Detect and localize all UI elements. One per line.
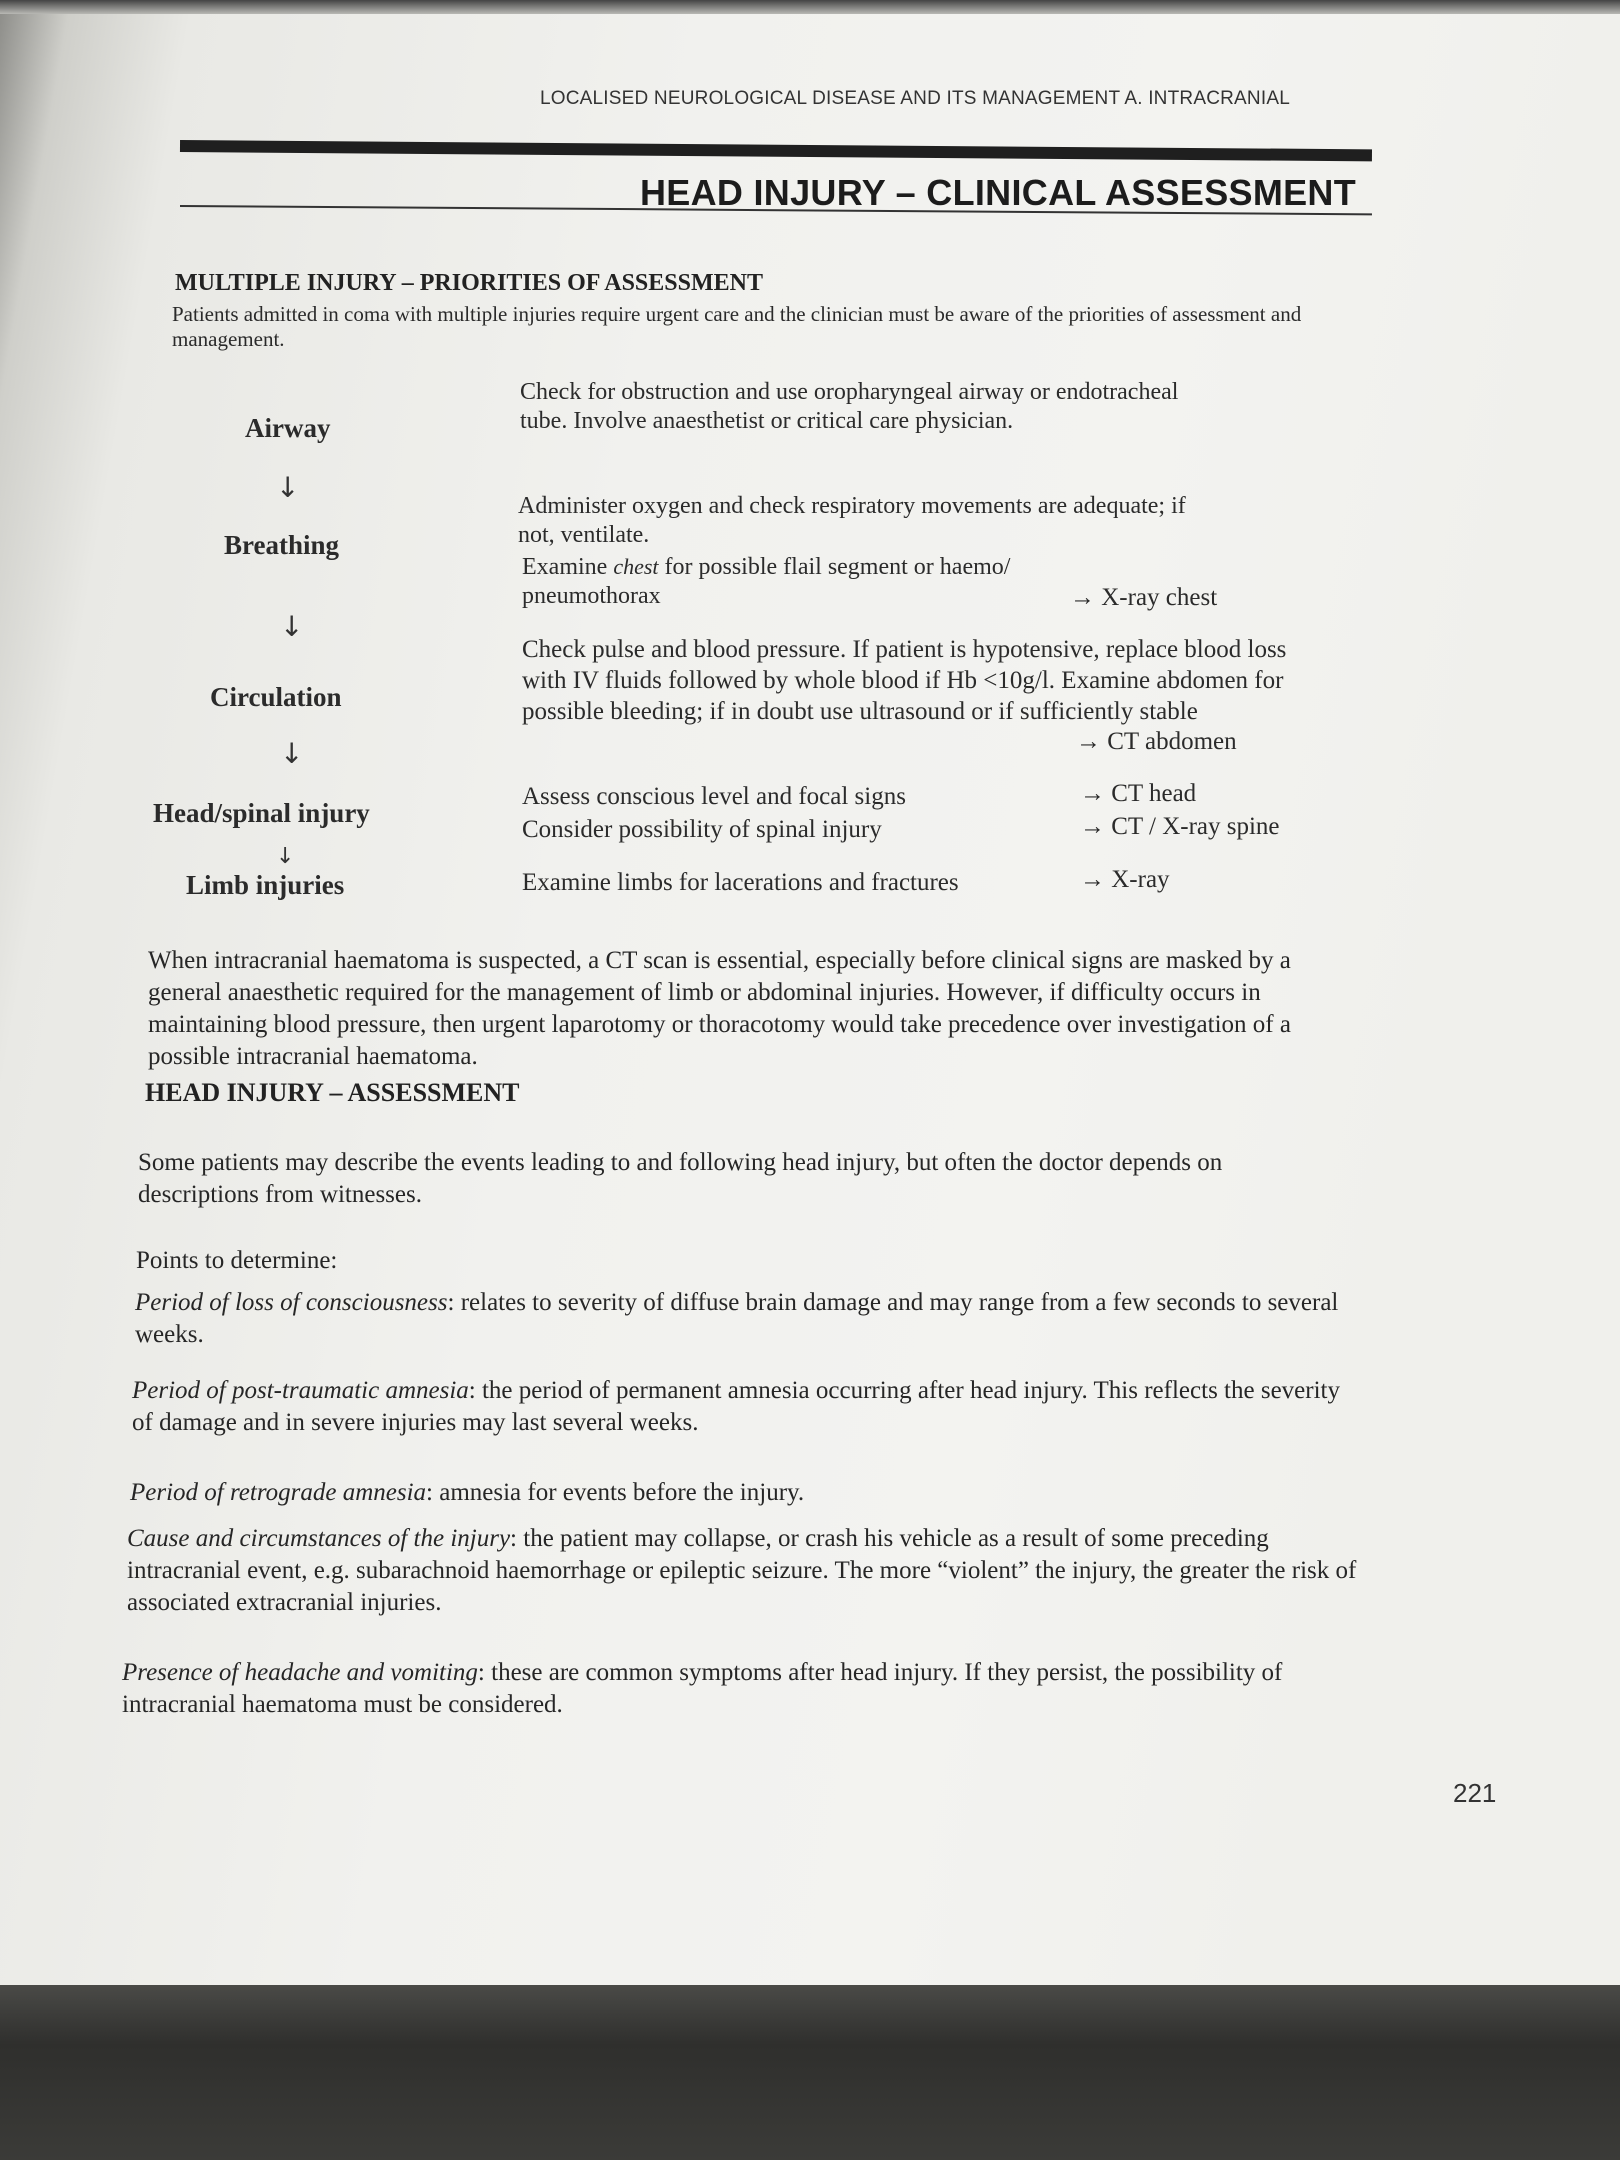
running-header: LOCALISED NEUROLOGICAL DISEASE AND ITS MANAGEMENT A. INTRACRANIAL [540,88,1290,109]
step-desc-breathing-1: Administer oxygen and check respiratory movements are adequate; if not, ventilate. [518,493,1186,548]
step-desc-circulation: Check pulse and blood pressure. If patient is hypotensive, replace blood loss with IV fluids followed by whole blood if Hb <10g/l. Examine abdomen for possible bleeding; if in doubt use ultrasound or if sufficiently stable [522,636,1287,725]
multiple-injury-heading: MULTIPLE INJURY – PRIORITIES OF ASSESSMENT [175,270,763,296]
investigation-xray-chest: → X-ray chest [1070,584,1218,611]
step-label-limb: Limb injuries [186,870,345,900]
desk-background [0,1985,1620,2160]
down-arrow-icon: ↓ [276,471,300,504]
page-number: 221 [1453,1778,1497,1808]
step-label-airway: Airway [245,413,331,443]
closing-paragraph: When intracranial haematoma is suspected, a CT scan is essential, especially before clinical signs are masked by a general anaesthetic required for the management of limb or abdominal injuries. However, if difficulty occurs in maintaining blood pressure, then urgent laparotomy or thoracotomy would take precedence over investigation of a possible intracranial haematoma. [148,947,1291,1070]
step-desc-head: Assess conscious level and focal signs [522,783,906,810]
down-arrow-icon: ↓ [280,610,304,643]
point-cause-circumstances: Cause and circumstances of the injury: the patient may collapse, or crash his vehicle as a result of some preceding intracranial event, e.g. subarachnoid haemorrhage or epileptic seizure. The more “violent” the injury, the greater the risk of associated extracranial injuries. [127,1525,1357,1616]
point-post-traumatic-amnesia: Period of post-traumatic amnesia: the period of permanent amnesia occurring after head injury. This reflects the severity of damage and in severe injuries may last several weeks. [132,1377,1340,1436]
investigation-ct-abdomen: → CT abdomen [1076,728,1237,755]
multiple-injury-intro: Patients admitted in coma with multiple injuries require urgent care and the clinician must be aware of the priorities of assessment and management. [172,302,1302,351]
step-desc-spinal: Consider possibility of spinal injury [522,816,882,843]
investigation-ct-head: → CT head [1080,780,1197,807]
assessment-intro: Some patients may describe the events leading to and following head injury, but often the doctor depends on descriptions from witnesses. [138,1149,1223,1208]
down-arrow-icon: ↓ [276,844,295,869]
top-shadow [0,0,1620,14]
step-label-circulation: Circulation [210,682,342,712]
step-desc-limb: Examine limbs for lacerations and fractures [522,869,959,896]
investigation-xray: → X-ray [1080,866,1170,893]
step-label-head-spinal: Head/spinal injury [153,798,370,828]
investigation-ct-xray-spine: → CT / X-ray spine [1080,813,1280,840]
head-injury-assessment-heading: HEAD INJURY – ASSESSMENT [145,1078,520,1107]
points-label: Points to determine: [136,1247,338,1274]
section-title: HEAD INJURY – CLINICAL ASSESSMENT [640,172,1357,213]
step-label-breathing: Breathing [224,530,340,560]
step-desc-breathing-2: Examine chest for possible flail segment or haemo/ pneumothorax [522,554,1011,609]
header-rule-thick [180,140,1372,161]
point-retrograde-amnesia: Period of retrograde amnesia: amnesia for events before the injury. [130,1479,805,1506]
down-arrow-icon: ↓ [280,737,304,770]
step-desc-airway: Check for obstruction and use oropharyngeal airway or endotracheal tube. Involve anaesthetist or critical care physician. [520,379,1179,434]
point-loss-of-consciousness: Period of loss of consciousness: relates to severity of diffuse brain damage and may range from a few seconds to several weeks. [135,1289,1339,1348]
point-headache-vomiting: Presence of headache and vomiting: these are common symptoms after head injury. If they persist, the possibility of intracranial haematoma must be considered. [122,1659,1283,1718]
